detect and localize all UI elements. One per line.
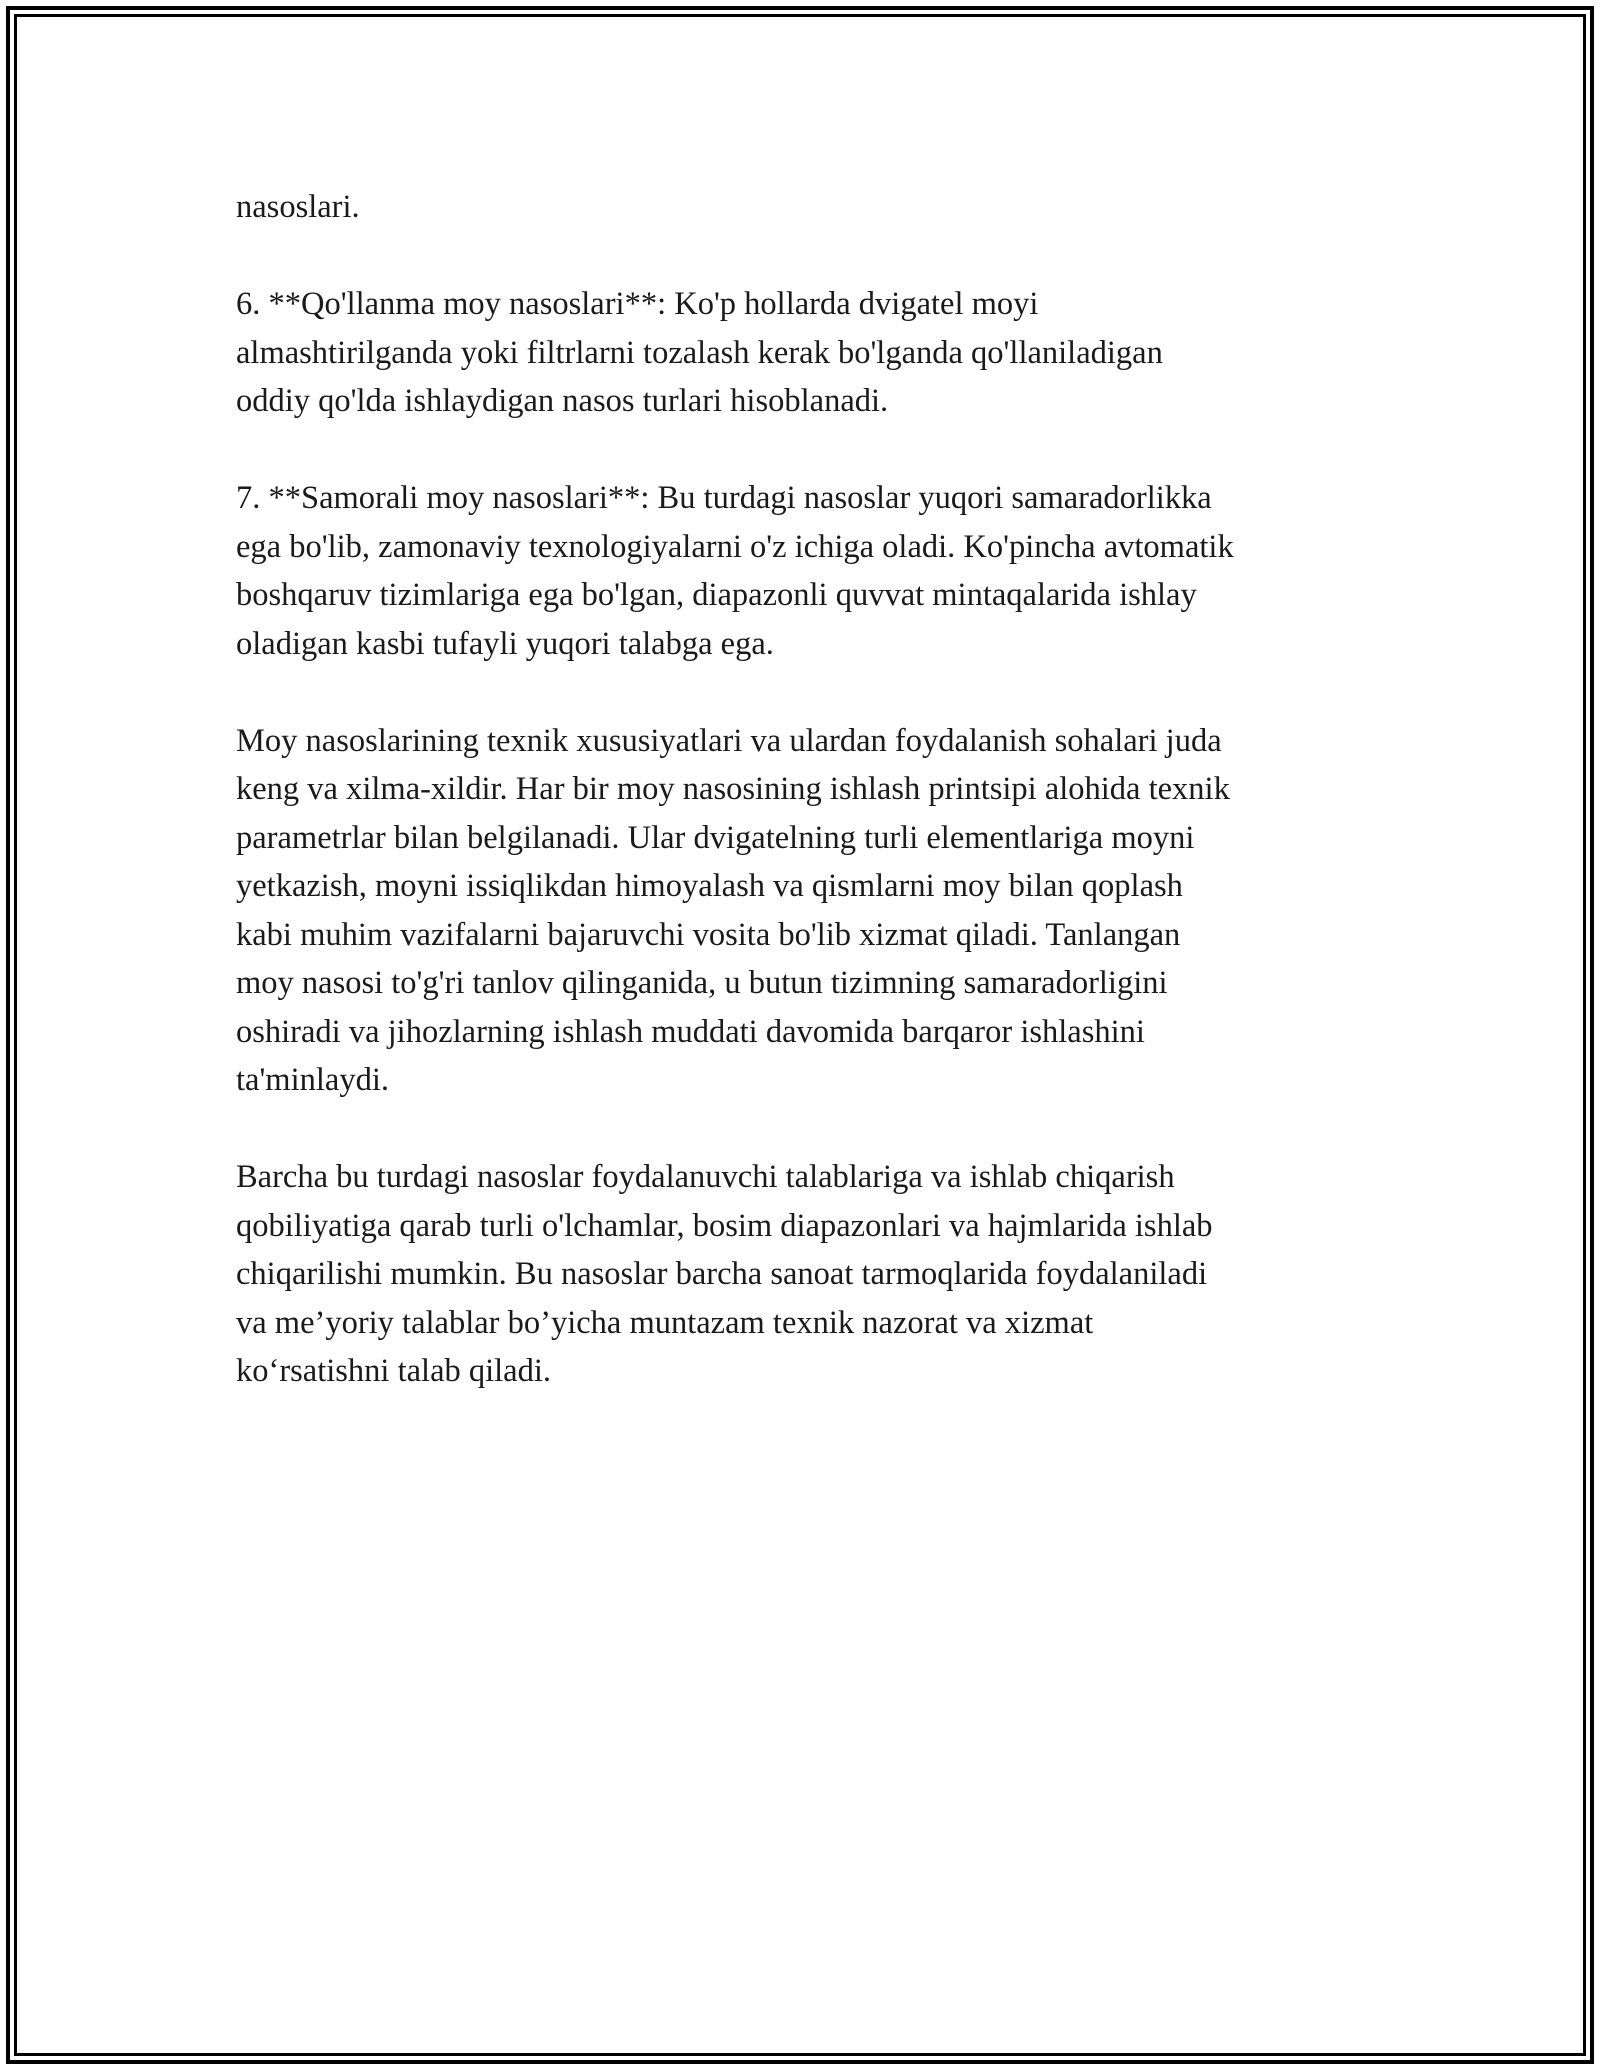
paragraph-conclusion: Barcha bu turdagi nasoslar foydalanuvchi talablariga va ishlab chiqarish qobiliyatiga qarab turli o'lchamlar, bosim diapazonlari va hajmlarida ishlab chiqarilishi mumkin. Bu nasoslar barcha sanoat tarmoqlarida foydalaniladi va me’yoriy talablar bo’yicha muntazam texnik nazorat va xizmat ko‘rsatishni talab qiladi. <box>236 1159 1213 1389</box>
document-body <box>236 183 1386 1444</box>
paragraph-technical-features: Moy nasoslarining texnik xususiyatlari va ulardan foydalanish sohalari juda keng va xilma-xildir. Har bir moy nasosining ishlash printsipi alohida texnik parametrlar bilan belgilanadi. Ular dvigatelning turli elementlariga moyni yetkazish, moyni issiqlikdan himoyalash va qismlarni moy bilan qoplash kabi muhim vazifalarni bajaruvchi vosita bo'lib xizmat qiladi. Tanlangan moy nasosi to'g'ri tanlov qilinganida, u butun tizimning samaradorligini oshiradi va jihozlarning ishlash muddati davomida barqaror ishlashini ta'minlaydi. <box>236 722 1230 1098</box>
paragraph-item-6: 6. **Qo'llanma moy nasoslari**: Ko'p hollarda dvigatel moyi almashtirilganda yoki filtrlarni tozalash kerak bo'lganda qo'llaniladigan oddiy qo'lda ishlaydigan nasos turlari hisoblanadi. <box>236 286 1163 419</box>
paragraph-item-7: 7. **Samorali moy nasoslari**: Bu turdagi nasoslar yuqori samaradorlikka ega bo'lib, zamonaviy texnologiyalarni o'z ichiga oladi. Ko'pincha avtomatik boshqaruv tizimlariga ega bo'lgan, diapazonli quvvat mintaqalarida ishlay oladigan kasbi tufayli yuqori talabga ega. <box>236 480 1234 662</box>
paragraph-continuation: nasoslari. <box>236 189 360 225</box>
